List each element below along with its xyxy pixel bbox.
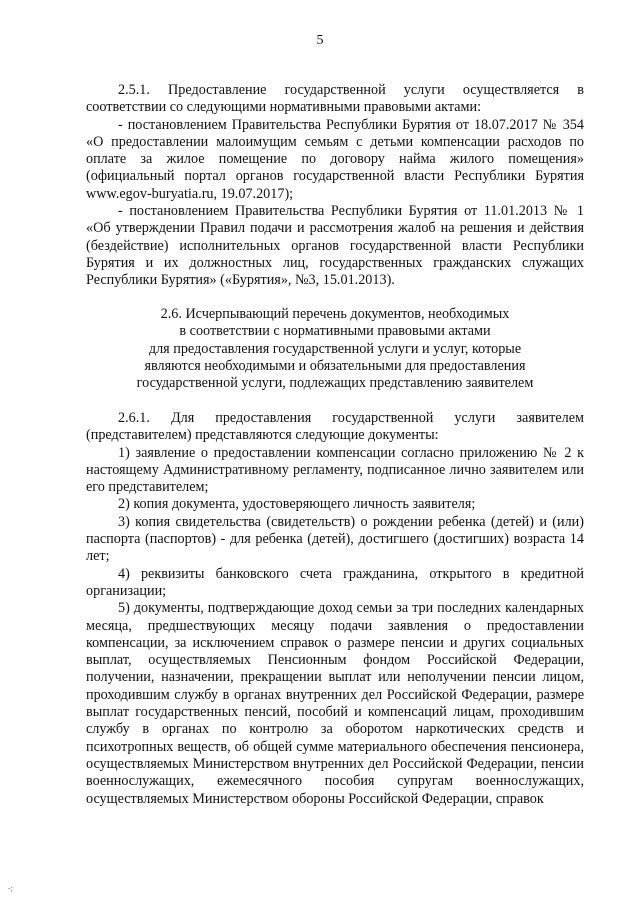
heading-line: для предоставления государственной услуги и услуг, которые: [148, 340, 522, 357]
section-2-6-heading: [86, 306, 584, 392]
corner-mark: -;: [8, 884, 13, 893]
heading-line: в соответствии с нормативными правовыми актами: [179, 323, 491, 340]
heading-line: государственной услуги, подлежащих представлению заявителем: [136, 375, 534, 392]
heading-line: 2.6. Исчерпывающий перечень документов, необходимых: [160, 306, 510, 322]
paragraph-act-354: - постановлением Правительства Республики Бурятия от 18.07.2017 № 354 «О предоставлении малоимущим семьям с детьми компенсации расходов по оплате за жилое помещение по договору найма жилого помещения» (официальный портал органов государственной власти Республики Бурятия www.egov-buryatia.ru, 19.07.2017);: [86, 116, 584, 202]
list-item-2: 2) копия документа, удостоверяющего личность заявителя;: [118, 496, 476, 513]
section-2-5-1: [86, 82, 584, 290]
paragraph-2-6-1-intro: 2.6.1. Для предоставления государственной услуги заявителем (представителем) представляются следующие документы:: [86, 410, 584, 444]
paragraph-2-5-1-intro: 2.5.1. Предоставление государственной услуги осуществляется в соответствии со следующими нормативными правовыми актами:: [86, 82, 584, 116]
paragraph-act-1: - постановлением Правительства Республики Бурятия от 11.01.2013 № 1 «Об утверждении Правил подачи и рассмотрения жалоб на решения и действия (бездействие) исполнительных органов государственной власти Республики Бурятия и их должностных лиц, государственных гражданских служащих Республики Бурятия» («Бурятия», №3, 15.01.2013).: [86, 203, 584, 289]
list-item-3: 3) копия свидетельства (свидетельств) о рождении ребенка (детей) и (или) паспорта (паспортов) - для ребенка (детей), достигшего (достигших) возраста 14 лет;: [86, 513, 584, 565]
section-2-6-1: [86, 410, 584, 808]
list-item-5: 5) документы, подтверждающие доход семьи за три последних календарных месяца, предшествующих месяцу подачи заявления о предоставлении компенсации, за исключением справок о размере пенсии и других социальных выплат, осуществляемых Пенсионным фондом Российской Федерации, получении, назначении, прекращении выплат или неполучении пенсии лицом, проходившим службу в органах внутренних дел Российской Федерации, размере выплат государственных пенсий, пособий и компенсаций лицам, проходившим службу в органах по контролю за оборотом наркотических средств и психотропных веществ, об общей сумме материального обеспечения пенсионера, осуществляемых Министерством внутренних дел Российской Федерации, пенсии военнослужащих, ежемесячного пособия супругам военнослужащих, осуществляемых Министерством обороны Российской Федерации, справок: [86, 600, 584, 807]
list-item-1: 1) заявление о предоставлении компенсации согласно приложению № 2 к настоящему Административному регламенту, подписанное лично заявителем или его представителем;: [86, 444, 584, 496]
list-item-4: 4) реквизиты банковского счета гражданина, открытого в кредитной организации;: [86, 565, 584, 599]
heading-line: являются необходимыми и обязательными для предоставления: [144, 357, 526, 374]
page-number: 5: [316, 33, 324, 48]
